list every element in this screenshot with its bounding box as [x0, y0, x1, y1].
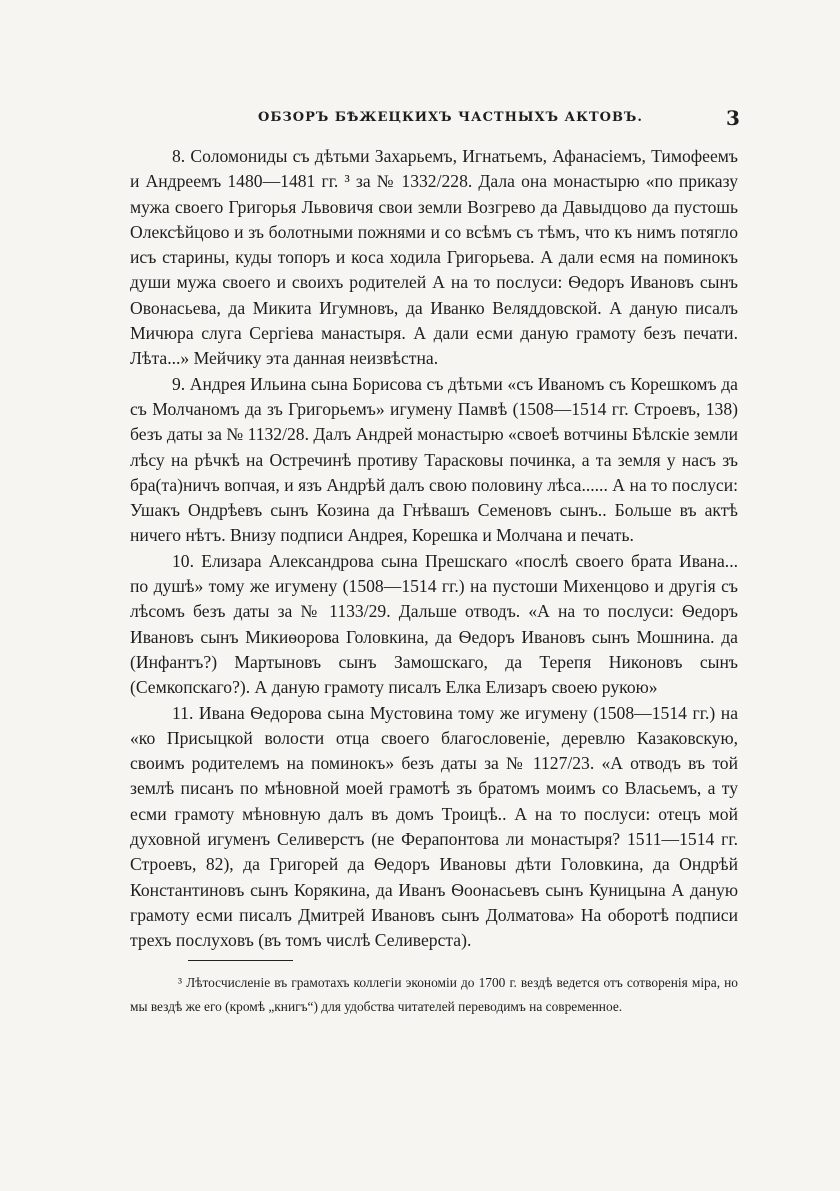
running-title: ОБЗОРЪ БѢЖЕЦКИХЪ ЧАСТНЫХЪ АКТОВЪ. [258, 110, 643, 125]
page-number: 3 [726, 106, 740, 130]
footnote: ³ Лѣтосчисленіе въ грамотахъ коллегіи экономіи до 1700 г. вездѣ ведется отъ сотворенія міра, но мы вездѣ же его (кромѣ „книгъ“) для удобства читателей переводимъ на современное. [130, 975, 738, 1014]
footnote-divider [188, 960, 293, 961]
page-header [0, 106, 840, 140]
paragraph-10: 10. Елизара Александрова сына Прешскаго «послѣ своего брата Ивана... по душѣ» тому же игумену (1508—1514 гг.) на пустоши Михенцово и другія съ лѣсомъ безъ даты за № 1133/29. Дальше отводъ. «А на то послуси: Ѳедоръ Ивановъ сынъ Микиѳорова Головкина, да Ѳедоръ Ивановъ сынъ Мошнина. да (Инфантъ?) Мартыновъ сынъ Замошскаго, да Терепя Никоновъ сынъ (Семкопскаго?). А даную грамоту писалъ Елка Елизаръ своею рукою» [130, 550, 738, 698]
paragraph-11: 11. Ивана Ѳедорова сына Мустовина тому же игумену (1508—1514 гг.) на «ко Присыцкой волости отца своего благословеніе, деревлю Казаковскую, своимъ родителемъ на поминокъ» безъ даты за № 1127/23. «А отводъ въ той землѣ писанъ по мѣновной моей грамотѣ зъ братомъ моимъ со Власьемъ, а ту есми грамоту мѣновную далъ въ домъ Троицѣ.. А на то послуси: отецъ мой духовной игуменъ Селиверстъ (не Ферапонтова ли монастыря? 1511—1514 гг. Строевъ, 82), да Григорей да Ѳедоръ Ивановы дѣти Головкина, да Ондрѣй Константиновъ сынъ Корякина, да Иванъ Ѳоонасьевъ сынъ Куницына А даную грамоту есми писалъ Дмитрей Ивановъ сынъ Долматова» На оборотѣ подписи трехъ послуховъ (въ томъ числѣ Селиверста). [130, 702, 738, 951]
paragraph-9: 9. Андрея Ильина сына Борисова съ дѣтьми «съ Иваномъ съ Корешкомъ да съ Молчаномъ да зъ Григорьемъ» игумену Памвѣ (1508—1514 гг. Строевъ, 138) безъ даты за № 1132/28. Далъ Андрей монастырю «своеѣ вотчины Бѣлскіе земли лѣсу на рѣчкѣ на Остречинѣ противу Тарасковы починка, а та земля у насъ зъ бра(та)ничъ вопчая, и язъ Андрѣй далъ свою половину лѣса...... А на то послуси: Ушакъ Ондрѣевъ сынъ Козина да Гнѣвашъ Семеновъ сынъ.. Больше въ актѣ ничего нѣтъ. Внизу подписи Андрея, Корешка и Молчана и печать. [130, 373, 738, 546]
paragraph-8: 8. Соломониды съ дѣтьми Захарьемъ, Игнатьемъ, Афанасіемъ, Тимофеемъ и Андреемъ 1480—1481 гг. ³ за № 1332/228. Дала она монастырю «по приказу мужа своего Григорья Львовичя свои земли Возгрево да Давыдцово да пустошь Олексѣйцово и зъ болотными пожнями и со всѣмъ съ тѣмъ, что къ нимъ потягло исъ старины, куды топоръ и коса ходила Григорьева. А дали есмя на поминокъ души мужа своего и своихъ родителей А на то послуси: Ѳедоръ Ивановъ сынъ Овонасьева, да Микита Игумновъ, да Иванко Веляддовской. А даную писалъ Мичюра слуга Сергіева манастыря. А дали есми даную грамоту безъ печати. Лѣта...» Мейчику эта данная неизвѣстна. [130, 146, 738, 369]
body-text [130, 144, 738, 954]
